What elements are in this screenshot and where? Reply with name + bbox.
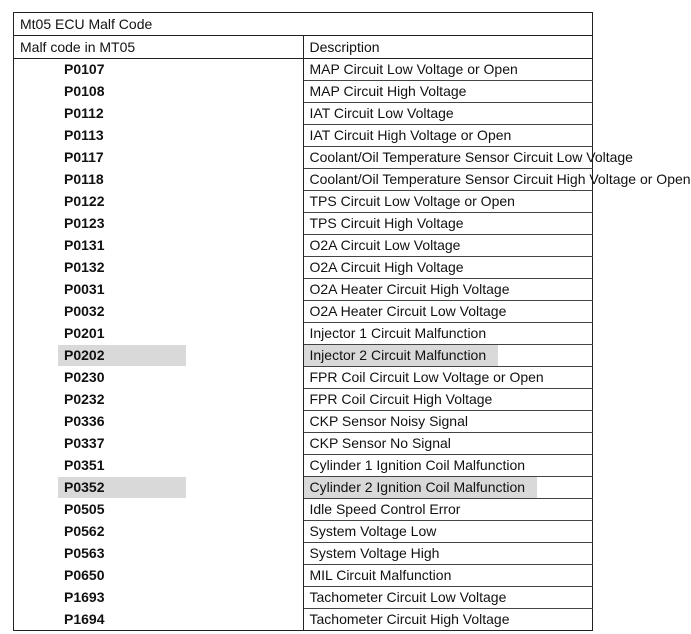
description-cell bbox=[303, 323, 593, 345]
code-cell bbox=[14, 565, 304, 587]
malf-description: FPR Coil Circuit Low Voltage or Open bbox=[309, 369, 544, 385]
code-cell bbox=[14, 147, 304, 169]
table-row bbox=[14, 521, 593, 543]
table-row bbox=[14, 147, 593, 169]
description-cell bbox=[303, 125, 593, 147]
code-highlight bbox=[14, 323, 104, 344]
malf-description: O2A Heater Circuit Low Voltage bbox=[309, 303, 507, 319]
table-row bbox=[14, 389, 593, 411]
table-row bbox=[14, 477, 593, 499]
malf-description: CKP Sensor Noisy Signal bbox=[309, 413, 468, 429]
malf-description: TPS Circuit Low Voltage or Open bbox=[309, 193, 515, 209]
malf-code: P0113 bbox=[64, 127, 104, 143]
table-row bbox=[14, 235, 593, 257]
table-row bbox=[14, 455, 593, 477]
table-title-row bbox=[14, 13, 593, 36]
malf-code: P1694 bbox=[64, 610, 105, 627]
code-highlight bbox=[14, 389, 104, 410]
description-cell bbox=[303, 565, 593, 587]
malf-code: P0107 bbox=[64, 61, 105, 78]
malf-code: P1693 bbox=[64, 589, 105, 605]
table-row bbox=[14, 609, 593, 631]
code-highlight bbox=[14, 103, 104, 124]
malf-code: P0112 bbox=[64, 105, 104, 121]
code-highlight bbox=[14, 125, 104, 146]
malf-description: MAP Circuit High Voltage bbox=[309, 83, 467, 99]
table-row bbox=[14, 411, 593, 433]
code-cell bbox=[14, 81, 304, 103]
description-cell bbox=[303, 455, 593, 477]
table-row bbox=[14, 345, 593, 367]
code-highlight bbox=[14, 565, 104, 586]
malf-description: Tachometer Circuit High Voltage bbox=[309, 611, 510, 627]
description-cell bbox=[303, 103, 593, 125]
description-cell bbox=[303, 147, 633, 169]
malf-code: P0108 bbox=[64, 83, 105, 99]
malf-code: P0230 bbox=[64, 369, 105, 385]
malf-description: System Voltage Low bbox=[309, 523, 437, 539]
malf-description: IAT Circuit Low Voltage bbox=[309, 105, 454, 121]
malf-code: P0031 bbox=[64, 281, 105, 297]
malf-code: P0201 bbox=[64, 325, 105, 341]
description-cell bbox=[303, 587, 593, 609]
table-row bbox=[14, 587, 593, 609]
code-highlight bbox=[14, 433, 104, 454]
table-row bbox=[14, 257, 593, 279]
malf-code: P0131 bbox=[64, 237, 105, 253]
code-highlight bbox=[14, 543, 104, 564]
malf-description: Injector 2 Circuit Malfunction bbox=[304, 345, 499, 366]
malf-code: P0562 bbox=[64, 523, 105, 539]
code-cell bbox=[14, 455, 304, 477]
malf-code: P0117 bbox=[64, 149, 104, 165]
description-cell bbox=[303, 257, 593, 279]
malf-code: P0505 bbox=[64, 501, 105, 517]
malf-code: P0351 bbox=[64, 457, 105, 473]
table-row bbox=[14, 103, 593, 125]
code-highlight bbox=[14, 301, 104, 322]
table-row bbox=[14, 81, 593, 103]
code-cell bbox=[14, 323, 304, 345]
description-cell bbox=[303, 499, 593, 521]
code-cell bbox=[14, 191, 304, 213]
description-cell bbox=[303, 191, 593, 213]
code-cell bbox=[14, 59, 304, 81]
code-highlight bbox=[14, 367, 104, 388]
code-cell bbox=[14, 477, 304, 499]
malf-code: P0650 bbox=[64, 567, 105, 583]
description-cell bbox=[303, 59, 593, 81]
code-cell bbox=[14, 367, 304, 389]
description-cell bbox=[303, 213, 593, 235]
table-row bbox=[14, 367, 593, 389]
code-cell bbox=[14, 301, 304, 323]
malf-code: P0032 bbox=[64, 303, 105, 319]
code-cell bbox=[14, 521, 304, 543]
malf-description: MAP Circuit Low Voltage or Open bbox=[309, 61, 518, 77]
malf-code: P0118 bbox=[64, 171, 104, 187]
code-cell bbox=[14, 103, 304, 125]
code-highlight bbox=[14, 235, 104, 256]
table-row bbox=[14, 301, 593, 323]
header-description: Description bbox=[303, 36, 593, 59]
malf-description: O2A Circuit High Voltage bbox=[309, 259, 464, 275]
description-cell bbox=[303, 521, 593, 543]
malf-description: System Voltage High bbox=[309, 545, 440, 561]
document bbox=[13, 12, 691, 631]
code-cell bbox=[14, 587, 304, 609]
table-header-row bbox=[14, 36, 593, 59]
table-row bbox=[14, 213, 593, 235]
code-cell bbox=[14, 235, 304, 257]
malf-description: Coolant/Oil Temperature Sensor Circuit High Voltage or Open bbox=[309, 171, 691, 187]
code-cell bbox=[14, 499, 304, 521]
malf-description: Injector 1 Circuit Malfunction bbox=[309, 325, 487, 341]
code-highlight bbox=[14, 257, 104, 278]
code-highlight bbox=[14, 455, 104, 476]
malf-code: P0563 bbox=[64, 545, 105, 561]
table-row bbox=[14, 191, 593, 213]
table-title: Mt05 ECU Malf Code bbox=[14, 13, 593, 36]
code-cell bbox=[14, 411, 304, 433]
description-cell bbox=[303, 169, 691, 191]
malf-description: O2A Heater Circuit High Voltage bbox=[309, 281, 510, 297]
code-highlight bbox=[14, 81, 104, 102]
description-cell bbox=[303, 301, 593, 323]
header-code: Malf code in MT05 bbox=[14, 36, 304, 59]
malf-description: TPS Circuit High Voltage bbox=[309, 215, 464, 231]
code-highlight bbox=[14, 499, 104, 520]
description-cell bbox=[303, 543, 593, 565]
table-row bbox=[14, 433, 593, 455]
description-cell bbox=[303, 279, 593, 301]
malf-description: Cylinder 2 Ignition Coil Malfunction bbox=[304, 477, 538, 498]
malf-code-table bbox=[13, 12, 691, 631]
malf-description: Tachometer Circuit Low Voltage bbox=[309, 589, 507, 605]
code-cell bbox=[14, 389, 304, 411]
malf-code: P0132 bbox=[64, 259, 105, 275]
malf-code: P0122 bbox=[64, 193, 105, 209]
code-cell bbox=[14, 257, 304, 279]
malf-description: IAT Circuit High Voltage or Open bbox=[309, 127, 512, 143]
malf-description: FPR Coil Circuit High Voltage bbox=[309, 391, 493, 407]
table-row bbox=[14, 499, 593, 521]
description-cell bbox=[303, 433, 593, 455]
code-highlight bbox=[14, 279, 104, 300]
table-row bbox=[14, 125, 593, 147]
description-cell bbox=[303, 477, 593, 499]
code-cell bbox=[14, 609, 304, 631]
malf-code: P0336 bbox=[64, 413, 105, 429]
malf-description: Coolant/Oil Temperature Sensor Circuit Low Voltage bbox=[309, 149, 633, 165]
table-row bbox=[14, 543, 593, 565]
code-cell bbox=[14, 169, 304, 191]
code-highlight bbox=[58, 345, 186, 366]
malf-description: Idle Speed Control Error bbox=[309, 501, 461, 517]
code-cell bbox=[14, 433, 304, 455]
malf-description: O2A Circuit Low Voltage bbox=[309, 237, 461, 253]
code-highlight bbox=[14, 59, 104, 80]
table-row bbox=[14, 565, 593, 587]
description-cell bbox=[303, 367, 593, 389]
description-cell bbox=[303, 411, 593, 433]
code-cell bbox=[14, 543, 304, 565]
description-cell bbox=[303, 609, 593, 631]
table-row bbox=[14, 323, 593, 345]
malf-code: P0232 bbox=[64, 391, 105, 407]
malf-description: MIL Circuit Malfunction bbox=[309, 567, 452, 583]
malf-code: P0202 bbox=[64, 347, 105, 363]
code-cell bbox=[14, 279, 304, 301]
malf-code: P0352 bbox=[64, 479, 105, 495]
code-highlight bbox=[58, 477, 186, 498]
description-cell bbox=[303, 345, 593, 367]
code-highlight bbox=[14, 609, 104, 630]
code-cell bbox=[14, 125, 304, 147]
description-cell bbox=[303, 389, 593, 411]
description-cell bbox=[303, 235, 593, 257]
table-row bbox=[14, 59, 593, 81]
code-highlight bbox=[14, 411, 104, 432]
code-cell bbox=[14, 345, 304, 367]
code-highlight bbox=[14, 587, 104, 608]
malf-code: P0123 bbox=[64, 215, 105, 231]
table-row bbox=[14, 279, 593, 301]
malf-code: P0337 bbox=[64, 435, 105, 451]
table-row bbox=[14, 169, 593, 191]
description-cell bbox=[303, 81, 593, 103]
code-highlight bbox=[14, 169, 104, 190]
malf-description: Cylinder 1 Ignition Coil Malfunction bbox=[309, 457, 526, 473]
code-highlight bbox=[14, 521, 104, 542]
code-highlight bbox=[14, 147, 104, 168]
malf-description: CKP Sensor No Signal bbox=[309, 435, 451, 451]
code-cell bbox=[14, 213, 304, 235]
code-highlight bbox=[14, 191, 104, 212]
code-highlight bbox=[14, 213, 104, 234]
